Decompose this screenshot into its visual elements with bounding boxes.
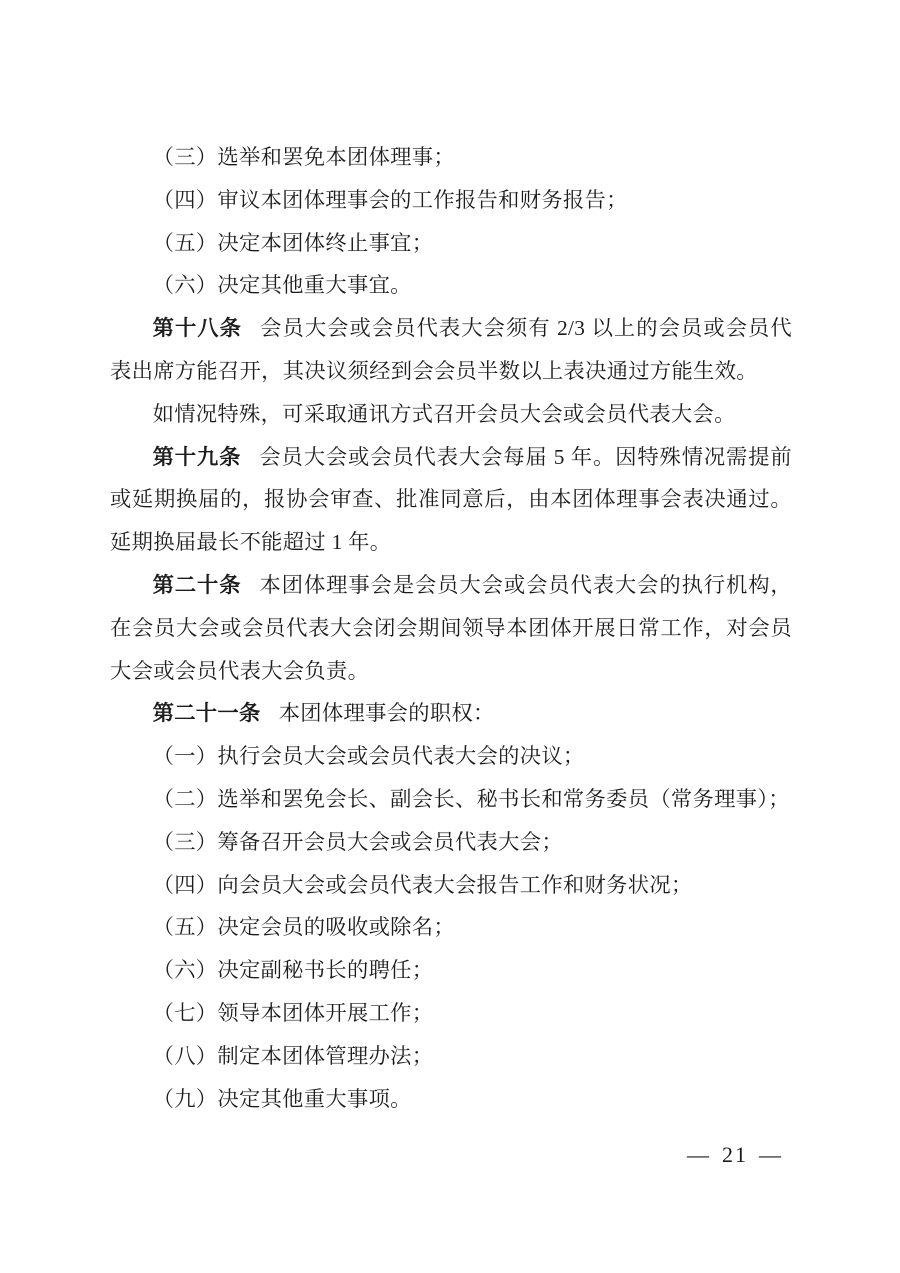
paragraph-text: （八）制定本团体管理办法； bbox=[152, 1043, 434, 1068]
list-item-paragraph bbox=[110, 864, 792, 907]
paragraph-text: （四）审议本团体理事会的工作报告和财务报告； bbox=[152, 187, 628, 212]
article-paragraph bbox=[110, 436, 792, 564]
page-number: 21 bbox=[722, 1142, 748, 1167]
paragraph-text: 会员大会或会员代表大会每届 5 年。因特殊情况需提前或延期换届的，报协会审查、批准同意后，由本团体理事会表决通过。延期换届最长不能超过 1 年。 bbox=[110, 444, 792, 555]
footer-dash-left: — bbox=[687, 1142, 711, 1167]
list-item-paragraph bbox=[110, 179, 792, 222]
paragraph-text: （六）决定其他重大事宜。 bbox=[152, 273, 412, 298]
list-item-paragraph bbox=[110, 778, 792, 821]
paragraph bbox=[110, 393, 792, 436]
paragraph-text: （五）决定本团体终止事宜； bbox=[152, 230, 434, 255]
list-item-paragraph bbox=[110, 1035, 792, 1078]
document-body bbox=[110, 136, 792, 1120]
list-item-paragraph bbox=[110, 821, 792, 864]
article-number: 第二十条 bbox=[152, 572, 242, 597]
list-item-paragraph bbox=[110, 136, 792, 179]
paragraph-text: （五）决定会员的吸收或除名； bbox=[152, 915, 455, 940]
article-paragraph bbox=[110, 692, 792, 735]
article-number: 第十九条 bbox=[152, 444, 242, 469]
paragraph-text: （三）筹备召开会员大会或会员代表大会； bbox=[152, 829, 563, 854]
article-number: 第二十一条 bbox=[152, 701, 261, 726]
list-item-paragraph bbox=[110, 264, 792, 307]
list-item-paragraph bbox=[110, 735, 792, 778]
article-number: 第十八条 bbox=[152, 316, 243, 341]
paragraph-text: 会员大会或会员代表大会须有 2/3 以上的会员或会员代表出席方能召开，其决议须经到会会员半数以上表决通过方能生效。 bbox=[110, 316, 793, 383]
paragraph-text: （六）决定副秘书长的聘任； bbox=[152, 958, 434, 983]
paragraph-text: 如情况特殊，可采取通讯方式召开会员大会或会员代表大会。 bbox=[152, 401, 736, 426]
paragraph-text: 本团体理事会的职权： bbox=[278, 701, 495, 726]
page-footer bbox=[680, 1140, 790, 1170]
paragraph-text: 本团体理事会是会员大会或会员代表大会的执行机构，在会员大会或会员代表大会闭会期间领导本团体开展日常工作，对会员大会或会员代表大会负责。 bbox=[110, 572, 793, 683]
article-paragraph bbox=[110, 564, 792, 692]
paragraph-text: （九）决定其他重大事项。 bbox=[152, 1086, 412, 1111]
list-item-paragraph bbox=[110, 906, 792, 949]
paragraph-text: （四）向会员大会或会员代表大会报告工作和财务状况； bbox=[152, 872, 693, 897]
list-item-paragraph bbox=[110, 992, 792, 1035]
article-paragraph bbox=[110, 307, 792, 393]
paragraph-text: （二）选举和罢免会长、副会长、秘书长和常务委员（常务理事）； bbox=[152, 786, 790, 811]
list-item-paragraph bbox=[110, 949, 792, 992]
paragraph-text: （七）领导本团体开展工作； bbox=[152, 1000, 434, 1025]
list-item-paragraph bbox=[110, 1078, 792, 1121]
paragraph-text: （三）选举和罢免本团体理事； bbox=[152, 145, 455, 169]
footer-dash-right: — bbox=[759, 1142, 783, 1167]
list-item-paragraph bbox=[110, 222, 792, 265]
paragraph-text: （一）执行会员大会或会员代表大会的决议； bbox=[152, 744, 585, 769]
